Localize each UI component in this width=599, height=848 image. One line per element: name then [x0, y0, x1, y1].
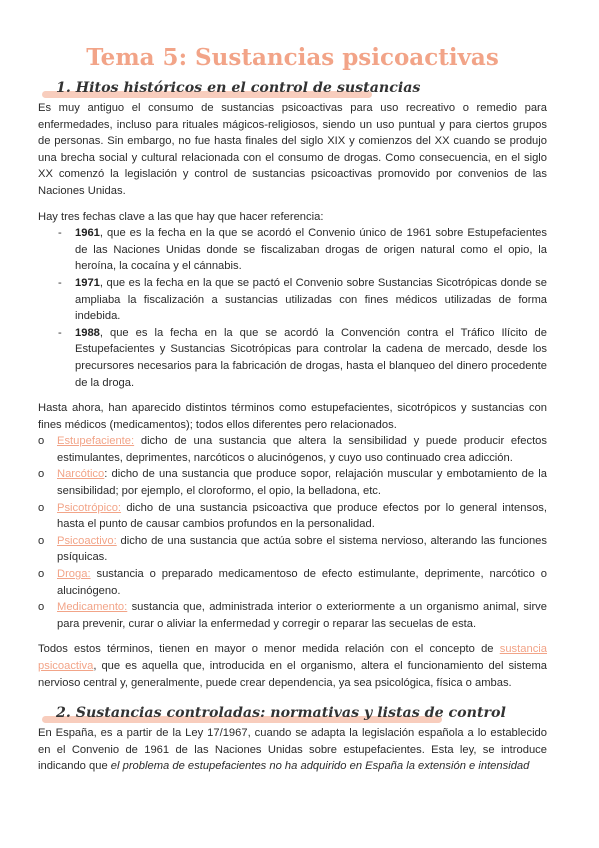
list-item: o Estupefaciente: dicho de una sustancia que altera la sensibilidad y puede producir efectos estimulantes, deprimentes, narcóticos o alucinógenos, y cuyo uso continuado crea adicción. — [38, 435, 547, 464]
dates-list — [38, 225, 547, 391]
law-paragraph: En España, es a partir de la Ley 17/1967, cuando se adapta la legislación española a lo establecido en el Convenio de 1961 de las Naciones Unidas sobre estupefacientes. Esta ley, se introduce indicando que el problema de estupefacientes no ha adquirido en España la extensión e intensidad — [38, 727, 547, 773]
dates-intro: Hay tres fechas clave a las que hay que hacer referencia: — [38, 210, 324, 223]
term-link: Estupefaciente: — [57, 435, 135, 448]
list-item: o Narcótico: dicho de una sustancia que produce sopor, relajación muscular y embotamiento de la sensibilidad; por ejemplo, el cloroformo, el opio, la belladona, etc. — [38, 468, 547, 498]
list-item: o Psicotrópico: dicho de una sustancia psicoactiva que produce efectos por lo general intensos, hasta el punto de causar cambios profundos en la personalidad. — [38, 501, 547, 531]
term-link: Droga: — [57, 568, 91, 581]
term-link: Medicamento: — [57, 601, 128, 614]
intro-paragraph: Es muy antiguo el consumo de sustancias psicoactivas para uso recreativo o remedio para enfermedades, incluso para rituales mágicos-religiosos, siendo un uso puntual y para ciertos grupos de personas. Sin embargo, no fue hasta finales del siglo XIX y comienzos del XX cuando se produjo una brecha social y cultural relacionada con el consumo de drogas. Como consecuencia, en el siglo XX comenzó la legislación y control de sustancias psicoactivas promovido por convenios de las Naciones Unidas. — [38, 102, 547, 197]
page-title: Tema 5: Sustancias psicoactivas — [86, 44, 499, 71]
section-heading-1: 1. Hitos históricos en el control de sustancias — [38, 80, 547, 100]
term-link: Psicoactivo: — [57, 534, 117, 547]
list-item: - 1988, que es la fecha en la que se acordó la Convención contra el Tráfico Ilícito de Estupefacientes y Sustancias Sicotrópicas para controlar la cadena de mercado, desde los precursores necesarios para la fabricación de drogas, hasta el blanqueo del dinero procedente de la droga. — [58, 326, 547, 389]
list-item: o Droga: sustancia o preparado medicamentoso de efecto estimulante, deprimente, narcótico o alucinógeno. — [38, 568, 547, 597]
list-item: - 1961, que es la fecha en la que se acordó el Convenio único de 1961 sobre Estupefacientes de las Naciones Unidas donde se fiscalizaban drogas de origen natural como el opio, la heroína, la cocaína y el cánnabis. — [58, 227, 547, 273]
term-link: Narcótico — [57, 468, 105, 481]
summary-paragraph: Todos estos términos, tienen en mayor o menor medida relación con el concepto de sustancia psicoactiva, que es aquella que, introducida en el organismo, altera el funcionamiento del sistema nervioso central y, generalmente, puede crear dependencia, ya sea psicológica, física o ambas. — [38, 643, 547, 689]
term-link: sustancia psicoactiva — [38, 643, 547, 672]
section-heading-2: 2. Sustancias controladas: normativas y listas de control — [38, 705, 547, 725]
list-item: o Psicoactivo: dicho de una sustancia que actúa sobre el sistema nervioso, alterando las funciones psíquicas. — [38, 534, 547, 564]
terms-intro: Hasta ahora, han aparecido distintos términos como estupefacientes, sicotrópicos y sustancias con fines médicos (medicamentos); todos ellos diferentes pero relacionados. — [38, 402, 547, 431]
list-item: o Medicamento: sustancia que, administrada interior o exteriormente a un organismo animal, sirve para prevenir, curar o aliviar la enfermedad y corregir o reparar las secuelas de esta. — [38, 601, 547, 630]
terms-list — [38, 433, 547, 632]
list-item: - 1971, que es la fecha en la que se pactó el Convenio sobre Sustancias Sicotrópicas donde se ampliaba la fiscalización a sustancias utilizadas con fines médicos utilizadas de forma indebida. — [58, 276, 547, 323]
term-link: Psicotrópico: — [57, 501, 122, 514]
